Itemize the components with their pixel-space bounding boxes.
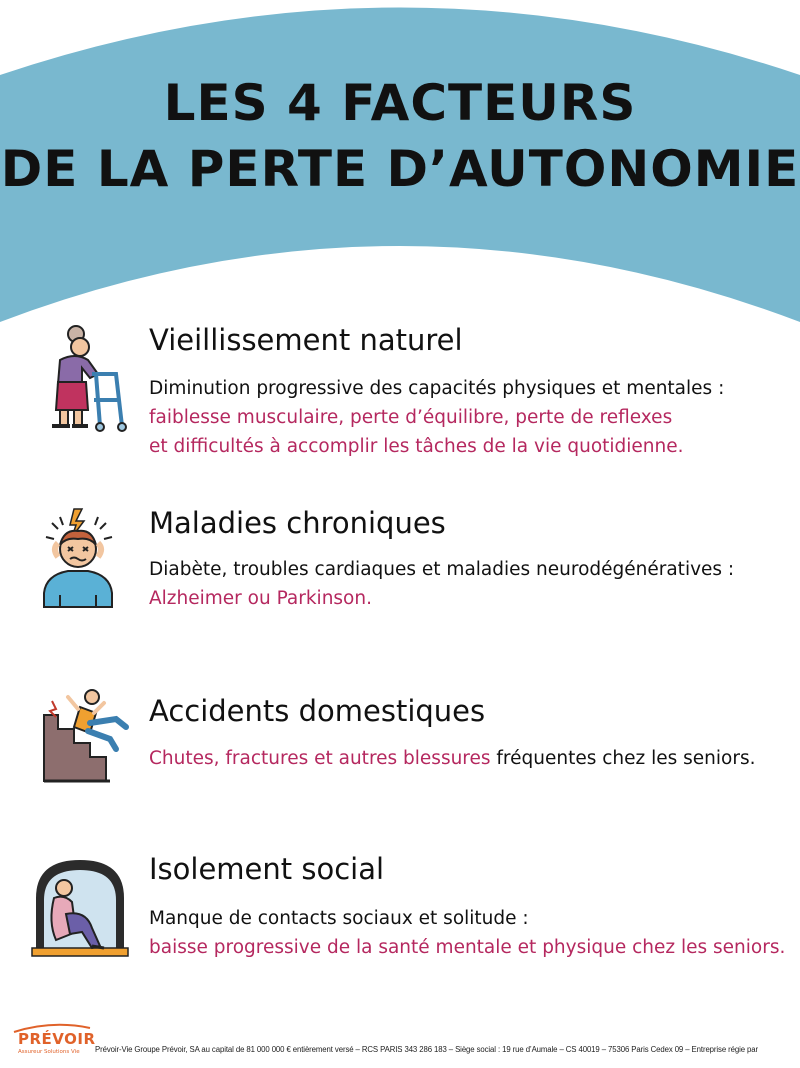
description-highlight-line: et difficultés à accomplir les tâches de la vie quotidienne.: [149, 436, 684, 457]
title-line-2: DE LA PERTE D’AUTONOMIE: [0, 140, 800, 198]
headache-person-icon: [30, 505, 130, 615]
description-highlight: Chutes, fractures et autres blessures: [149, 748, 491, 769]
prevoir-logo: [12, 1022, 96, 1062]
section-description: [149, 904, 785, 962]
isolated-person-icon: [30, 852, 130, 962]
description-line: Diminution progressive des capacités physiques et mentales :: [149, 378, 725, 399]
section-description: [149, 374, 724, 461]
section-heading: Isolement social: [149, 852, 385, 886]
description-line: Diabète, troubles cardiaques et maladies neurodégénératives :: [149, 559, 735, 580]
section-heading: Accidents domestiques: [149, 694, 486, 728]
section-description: [149, 555, 734, 613]
stairs-fall-icon: [30, 683, 130, 793]
section-description: [149, 744, 755, 773]
description-highlight-line: baisse progressive de la santé mentale et physique chez les seniors.: [149, 937, 786, 958]
legal-notice: Prévoir-Vie Groupe Prévoir, SA au capital de 81 000 000 € entièrement versé – RCS PARIS 343 286 183 – Siège social : 19 rue d’Aumale – CS 40019 – 75306 Paris Cedex 09 – Entreprise régie par: [95, 1045, 759, 1054]
page-title: [0, 70, 800, 202]
description-highlight-line: Alzheimer ou Parkinson.: [149, 588, 372, 609]
description-text: fréquentes chez les seniors.: [490, 748, 756, 769]
elderly-walker-icon: [30, 322, 130, 432]
section-heading: Maladies chroniques: [149, 506, 446, 540]
description-line: Manque de contacts sociaux et solitude :: [149, 908, 529, 929]
description-highlight-line: faiblesse musculaire, perte d’équilibre, perte de reflexes: [149, 407, 673, 428]
section-heading: Vieillissement naturel: [149, 323, 463, 357]
title-line-1: LES 4 FACTEURS: [163, 74, 637, 132]
logo-brand: PRÉVOIR: [18, 1030, 96, 1048]
logo-tagline: Assureur Solutions Vie: [18, 1049, 80, 1055]
